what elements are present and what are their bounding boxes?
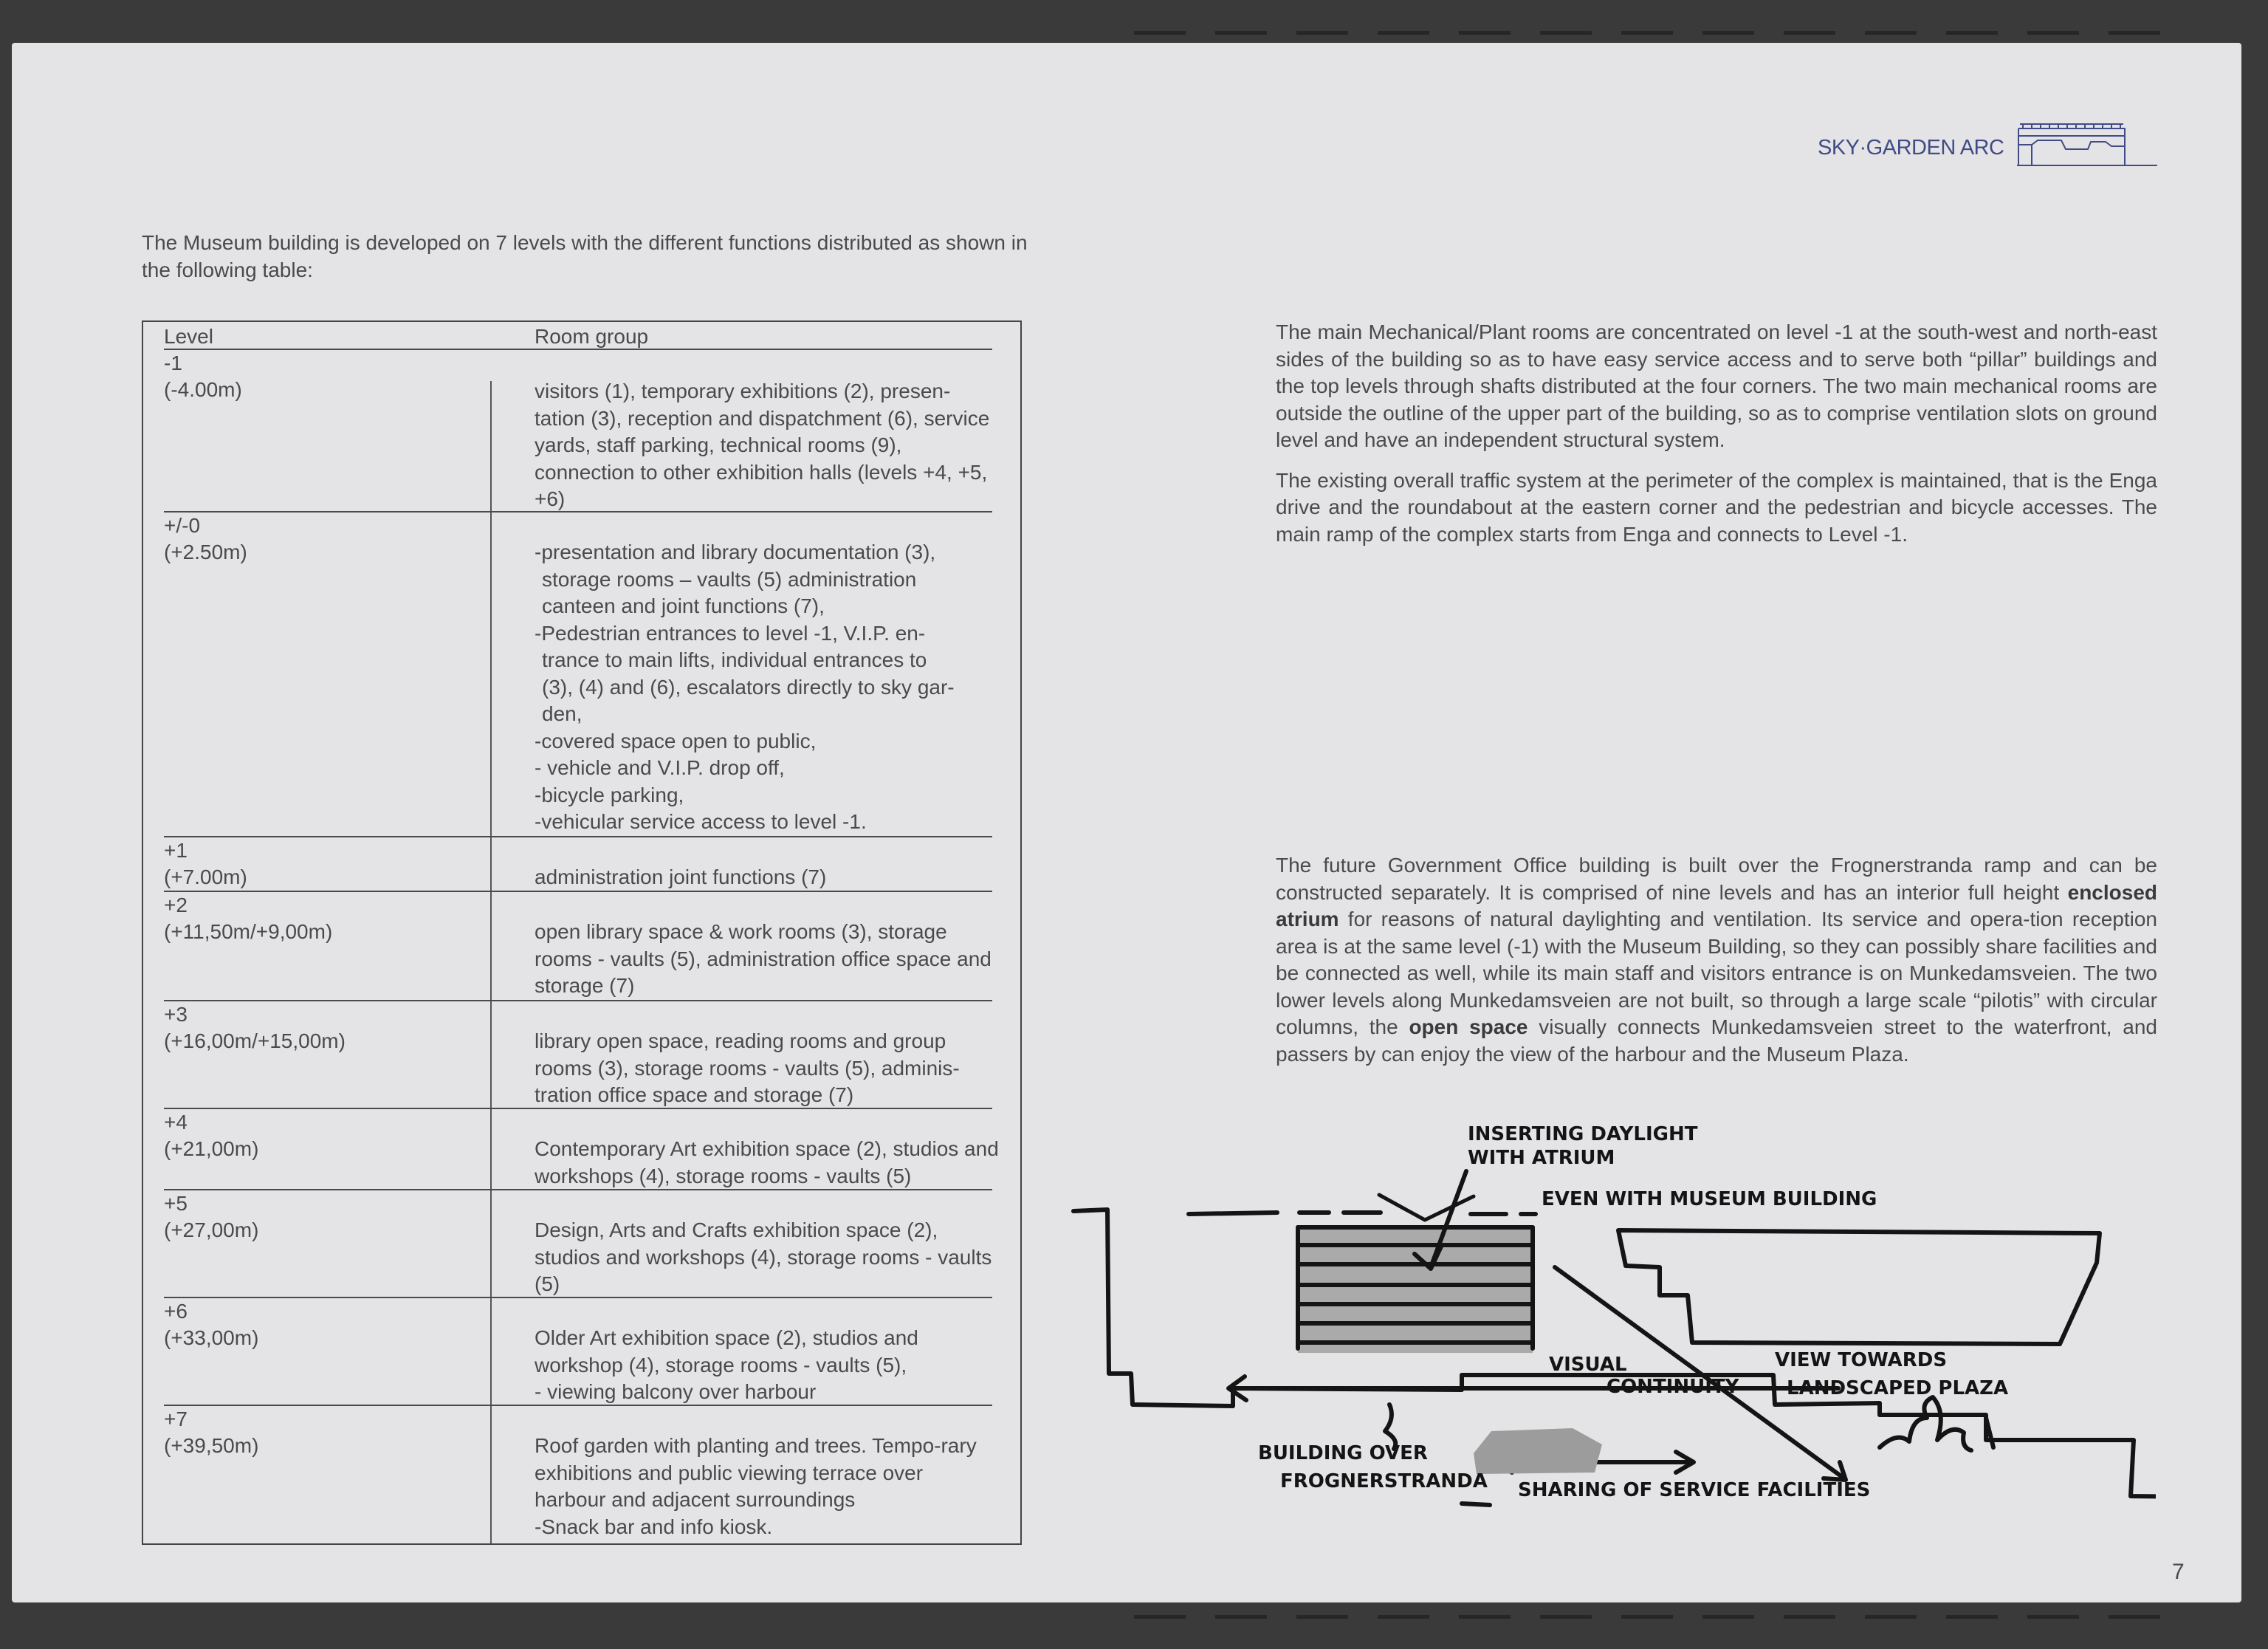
rooms-cell [535,919,1000,1000]
rooms-text: trance to main lifts, individual entrances to [542,648,927,671]
binding-mark [1540,31,1592,35]
sketch-label: EVEN WITH MUSEUM BUILDING [1542,1188,1877,1210]
emphasis-open-space: open space [1409,1015,1528,1038]
level-cell: +3 (+16,00m/+15,00m) [164,1003,346,1052]
binding-mark [1540,1615,1592,1619]
brand-header [1818,131,2157,168]
rooms-cell [535,539,1000,836]
level-cell: +2 (+11,50m/+9,00m) [164,894,333,943]
binding-mark [1865,31,1917,35]
rooms-text: -covered space open to public, [535,729,817,752]
binding-mark [1702,31,1754,35]
binding-mark [2027,1615,2079,1619]
sketch-label: CONTINUITY [1606,1376,1739,1398]
government-office-paragraph [1276,852,2157,1068]
binding-mark [1946,1615,1998,1619]
rooms-text: Design, Arts and Crafts exhibition space (2), studios and workshops (4), storage rooms - vaults (5) [535,1218,992,1295]
rooms-text: visitors (1), temporary exhibitions (2), presen-tation (3), reception and dispatchment (6), service yards, staff parking, technical rooms (9), connection to other exhibition halls (levels +4, +5, +6) [535,380,990,510]
binding-mark [1459,1615,1511,1619]
binding-mark [1865,1615,1917,1619]
rooms-text: Older Art exhibition space (2), studios and workshop (4), storage rooms - vaults (5), [535,1326,918,1377]
sketch-label: LANDSCAPED PLAZA [1787,1377,2009,1399]
level-cell: -1 (-4.00m) [164,352,242,401]
rooms-text: -vehicular service access to level -1. [535,810,867,833]
binding-mark [1296,1615,1348,1619]
rooms-text: den, [542,702,583,725]
binding-mark [1134,1615,1186,1619]
rooms-cell [535,864,1000,891]
level-cell: +6 (+33,00m) [164,1300,259,1349]
arc-building-icon [2017,120,2157,167]
sketch-label: VISUAL [1549,1354,1627,1376]
intro-paragraph: The Museum building is developed on 7 levels with the different functions distributed as shown in the following table: [142,231,1028,281]
binding-mark [1784,31,1835,35]
binding-mark [2109,1615,2160,1619]
rooms-text: (3), (4) and (6), escalators directly to sky gar- [542,675,955,699]
binding-mark [1784,1615,1835,1619]
binding-mark [1215,31,1267,35]
rooms-text: canteen and joint functions (7), [542,594,825,617]
column-header-room-group: Room group [535,325,649,348]
rooms-text: -Snack bar and info kiosk. [535,1515,773,1538]
rooms-cell [535,1028,1000,1109]
binding-mark [1459,31,1511,35]
sketch-label: VIEW TOWARDS [1775,1349,1948,1371]
binding-mark [1946,31,1998,35]
rooms-text: -bicycle parking, [535,783,684,806]
binding-mark [1215,1615,1267,1619]
rooms-text: library open space, reading rooms and group rooms (3), storage rooms - vaults (5), adminis-tration office space and storage (7) [535,1029,960,1106]
paragraph-text: visually connects Munkedamsveien street to the waterfront, and passers by can enjoy the view of the harbour and the Museum Plaza. [1276,1015,2158,1066]
traffic-system-paragraph: The existing overall traffic system at the perimeter of the complex is maintained, that is the Enga drive and the roundabout at the eastern corner and the pedestrian and bicycle accesses. The main ramp of the complex starts from Enga and connects to Level -1. [1276,468,2157,546]
mechanical-rooms-section [1276,319,2157,561]
binding-mark [1702,1615,1754,1619]
binding-mark [1378,1615,1429,1619]
rooms-text: storage rooms – vaults (5) administration [542,567,917,591]
level-cell: +7 (+39,50m) [164,1408,259,1457]
rooms-text: Roof garden with planting and trees. Tempo-rary exhibitions and public viewing terrace over harbour and adjacent surroundings [535,1434,977,1511]
government-office-section [1276,852,2157,1081]
column-header-level: Level [164,325,213,348]
binding-mark [2027,31,2079,35]
binding-mark [1621,31,1673,35]
rooms-text: administration joint functions (7) [535,865,827,888]
emphasis-enclosed-atrium: enclosed atrium [1276,880,2158,930]
rooms-text: - vehicle and V.I.P. drop off, [535,756,785,779]
rooms-text: -presentation and library documentation (3), [535,541,936,563]
binding-mark [1134,31,1186,35]
sketch-label: BUILDING OVER [1258,1442,1428,1464]
level-cell: +5 (+27,00m) [164,1192,259,1241]
sketch-label: WITH ATRIUM [1468,1147,1615,1169]
level-cell: +1 (+7.00m) [164,839,247,888]
levels-table [142,320,1022,1545]
rooms-cell [535,378,1000,513]
sketch-label: FROGNERSTRANDA [1280,1470,1488,1492]
rooms-text: open library space & work rooms (3), storage rooms - vaults (5), administration office space and storage (7) [535,920,992,997]
rooms-cell [535,1136,1000,1190]
rooms-cell [535,1217,1000,1298]
sketch-label: INSERTING DAYLIGHT [1468,1123,1698,1145]
level-cell: +/-0 (+2.50m) [164,514,247,563]
section-sketch [1063,1122,2156,1521]
paragraph-text: for reasons of natural daylighting and ventilation. Its service and opera-tion reception area is at the same level (-1) with the Museum Building, so they can possibly share facilities and be connected as well, while its main staff and visitors entrance is on Munkedamsveien. The two lower levels along Munkedamsveien are not built, so through a large scale “pilotis” with circular columns, the [1276,908,2158,1038]
rooms-text: -Pedestrian entrances to level -1, V.I.P. en- [535,621,926,645]
mechanical-rooms-paragraph: The main Mechanical/Plant rooms are concentrated on level -1 at the south-west and north-east sides of the building so as to have easy service access and to serve both “pillar” buildings and the top levels through shafts distributed at the four corners. The two main mechanical rooms are outside the outline of the upper part of the building, so as to comprise ventilation slots on ground level and have an independent structural system. [1276,320,2157,451]
binding-mark [2109,31,2160,35]
rooms-cell [535,1433,1000,1540]
page-number: 7 [2172,1560,2185,1584]
rooms-text: - viewing balcony over harbour [535,1380,817,1403]
binding-mark [1378,31,1429,35]
level-cell: +4 (+21,00m) [164,1111,259,1160]
binding-mark [1621,1615,1673,1619]
paragraph-text: The future Government Office building is built over the Frognerstranda ramp and can be constructed separately. It is comprised of nine levels and has an interior full height [1276,854,2157,904]
sketch-label: SHARING OF SERVICE FACILITIES [1518,1479,1871,1501]
column-divider [490,381,492,1543]
rooms-cell [535,1325,1000,1406]
binding-mark [1296,31,1348,35]
brand-name: SKY·GARDEN ARC [1818,136,2004,160]
rooms-text: Contemporary Art exhibition space (2), studios and workshops (4), storage rooms - vaults (5) [535,1137,999,1187]
